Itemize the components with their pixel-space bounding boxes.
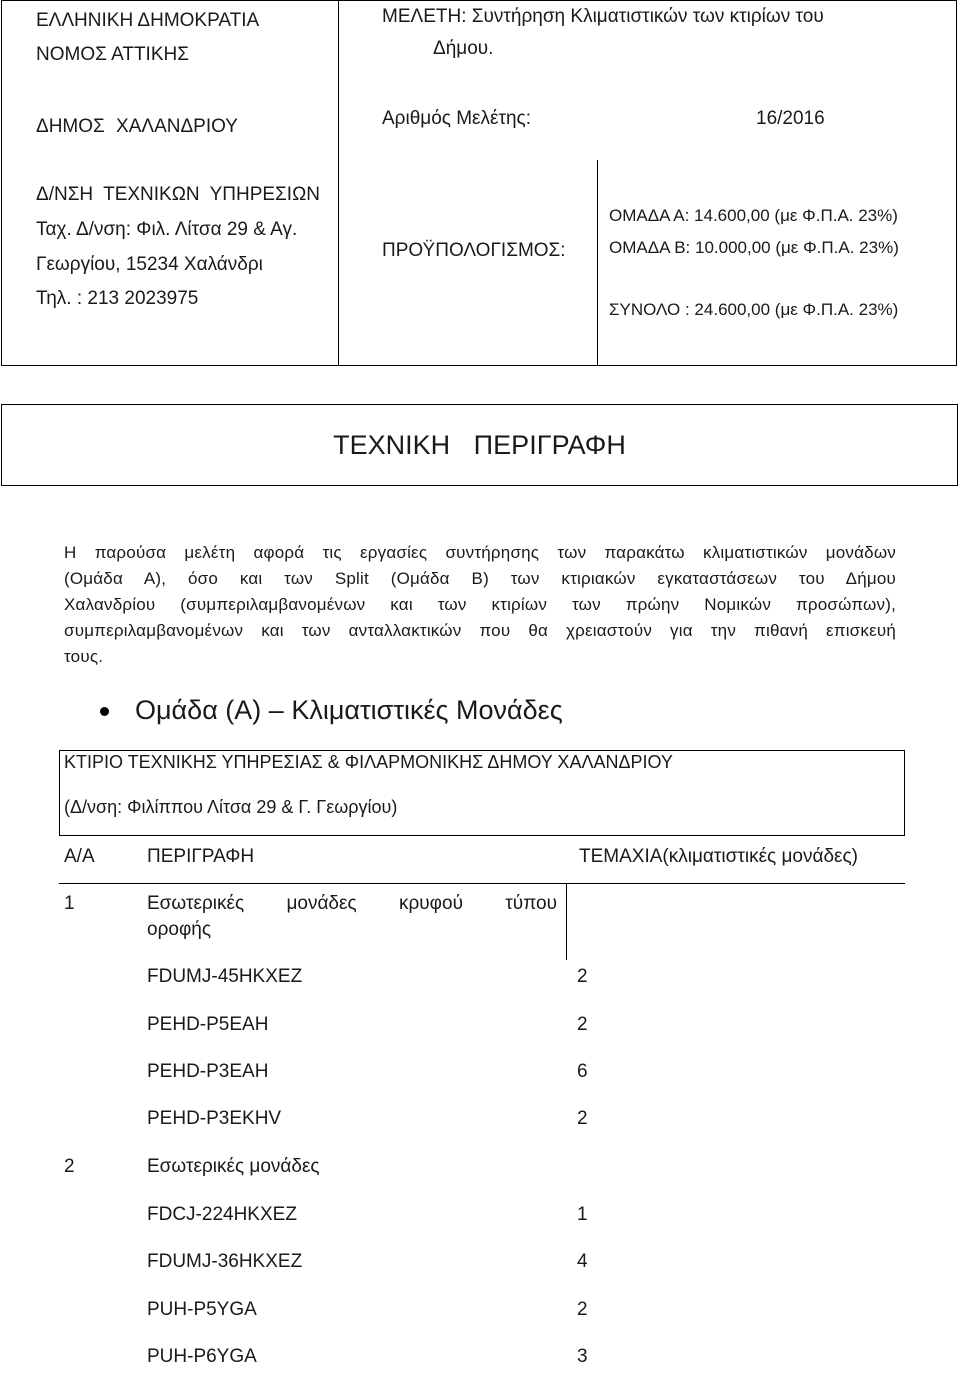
budget-group-a: ΟΜΑΔΑ Α: 14.600,00 (με Φ.Π.Α. 23%)	[609, 206, 898, 225]
budget-group-b: ΟΜΑΔΑ Β: 10.000,00 (με Φ.Π.Α. 23%)	[609, 238, 899, 257]
bullet-icon	[100, 707, 109, 716]
header-address-line2: Γεωργίου, 15234 Χαλάνδρι	[36, 254, 263, 275]
intro-line-4: συμπεριλαμβανομένων και των ανταλλακτικών που θα χρειαστούν για την πιθανή επισκευή	[64, 621, 896, 640]
table-row: FDUMJ-45HKXEZ	[147, 966, 303, 987]
header-prefecture: ΝΟΜΟΣ ΑΤΤΙΚΗΣ	[36, 44, 189, 65]
group2-description: Εσωτερικές μονάδες	[147, 1156, 320, 1177]
table-row: PUH-P5YGA	[147, 1299, 257, 1320]
header-municipality: ΔΗΜΟΣ ΧΑΛΑΝΔΡΙΟΥ	[36, 116, 238, 137]
document-title	[1, 404, 958, 486]
section-heading: Ομάδα (Α) – Κλιματιστικές Μονάδες	[135, 695, 563, 725]
table-column-divider	[566, 883, 567, 960]
header-address-line1: Ταχ. Δ/νση: Φιλ. Λίτσα 29 & Αγ.	[36, 219, 298, 240]
study-number-label: Αριθμός Μελέτης:	[382, 108, 531, 129]
budget-label: ΠΡΟΫΠΟΛΟΓΙΣΜΟΣ:	[382, 240, 566, 261]
intro-line-5: τους.	[64, 647, 104, 666]
table-row: FDUMJ-36HKXEZ	[147, 1251, 303, 1272]
header-department: Δ/ΝΣΗ ΤΕΧΝΙΚΩΝ ΥΠΗΡΕΣΙΩΝ	[36, 184, 320, 205]
table-cell-qty: 6	[577, 1061, 588, 1082]
table-cell-qty: 2	[577, 1108, 588, 1129]
group1-description-line2: οροφής	[147, 919, 211, 940]
document-title-text: ΤΕΧΝΙΚΗ ΠΕΡΙΓΡΑΦΗ	[333, 429, 626, 460]
study-number-value: 16/2016	[756, 108, 825, 129]
table-header-separator	[59, 883, 905, 884]
group1-description	[147, 891, 557, 943]
table-header-no: Α/Α	[64, 846, 95, 867]
intro-line-2: (Ομάδα Α), όσο και των Split (Ομάδα Β) των κτιριακών εγκαταστάσεων του Δήμου	[64, 569, 896, 588]
study-title-line1: ΜΕΛΕΤΗ: Συντήρηση Κλιματιστικών των κτιρίων του	[382, 6, 824, 27]
header-divider-right	[597, 160, 598, 366]
table-row: FDCJ-224HKXEZ	[147, 1204, 297, 1225]
table-cell-qty: 2	[577, 1014, 588, 1035]
table-row: PEHD-P3EAH	[147, 1061, 269, 1082]
table-cell-qty: 3	[577, 1346, 588, 1367]
table-header-quantity: ΤΕΜΑΧΙΑ(κλιματιστικές μονάδες)	[579, 846, 858, 867]
building-address: (Δ/νση: Φιλίππου Λίτσα 29 & Γ. Γεωργίου)	[64, 797, 398, 817]
table-row: PEHD-P5EAH	[147, 1014, 269, 1035]
table-cell-qty: 2	[577, 966, 588, 987]
table-header-description: ΠΕΡΙΓΡΑΦΗ	[147, 846, 255, 867]
table-cell-qty: 1	[577, 1204, 588, 1225]
table-row: PUH-P6YGA	[147, 1346, 257, 1367]
table-cell-qty: 2	[577, 1299, 588, 1320]
table-top-border	[59, 835, 905, 836]
group1-description-line1: Εσωτερικές μονάδες κρυφού τύπου	[147, 893, 557, 914]
intro-line-1: Η παρούσα μελέτη αφορά τις εργασίες συντήρησης των παρακάτω κλιματιστικών μονάδων	[64, 543, 896, 562]
table-row: PEHD-P3EKHV	[147, 1108, 282, 1129]
header-country: ΕΛΛΗΝΙΚΗ ΔΗΜΟΚΡΑΤΙΑ	[36, 10, 260, 31]
intro-paragraph	[64, 540, 896, 670]
study-title-line2: Δήμου.	[433, 38, 494, 59]
header-phone: Τηλ. : 213 2023975	[36, 288, 199, 309]
header-divider-left	[338, 0, 339, 366]
group2-number: 2	[64, 1156, 75, 1177]
table-cell-qty: 4	[577, 1251, 588, 1272]
intro-line-3: Χαλανδρίου (συμπεριλαμβανομένων και των κτιρίων των πρώην Νομικών προσώπων),	[64, 595, 896, 614]
group1-number: 1	[64, 893, 75, 914]
budget-total: ΣΥΝΟΛΟ : 24.600,00 (με Φ.Π.Α. 23%)	[609, 300, 899, 319]
building-name: ΚΤΙΡΙΟ ΤΕΧΝΙΚΗΣ ΥΠΗΡΕΣΙΑΣ & ΦΙΛΑΡΜΟΝΙΚΗΣ ΔΗΜΟΥ ΧΑΛΑΝΔΡΙΟΥ	[64, 752, 673, 772]
